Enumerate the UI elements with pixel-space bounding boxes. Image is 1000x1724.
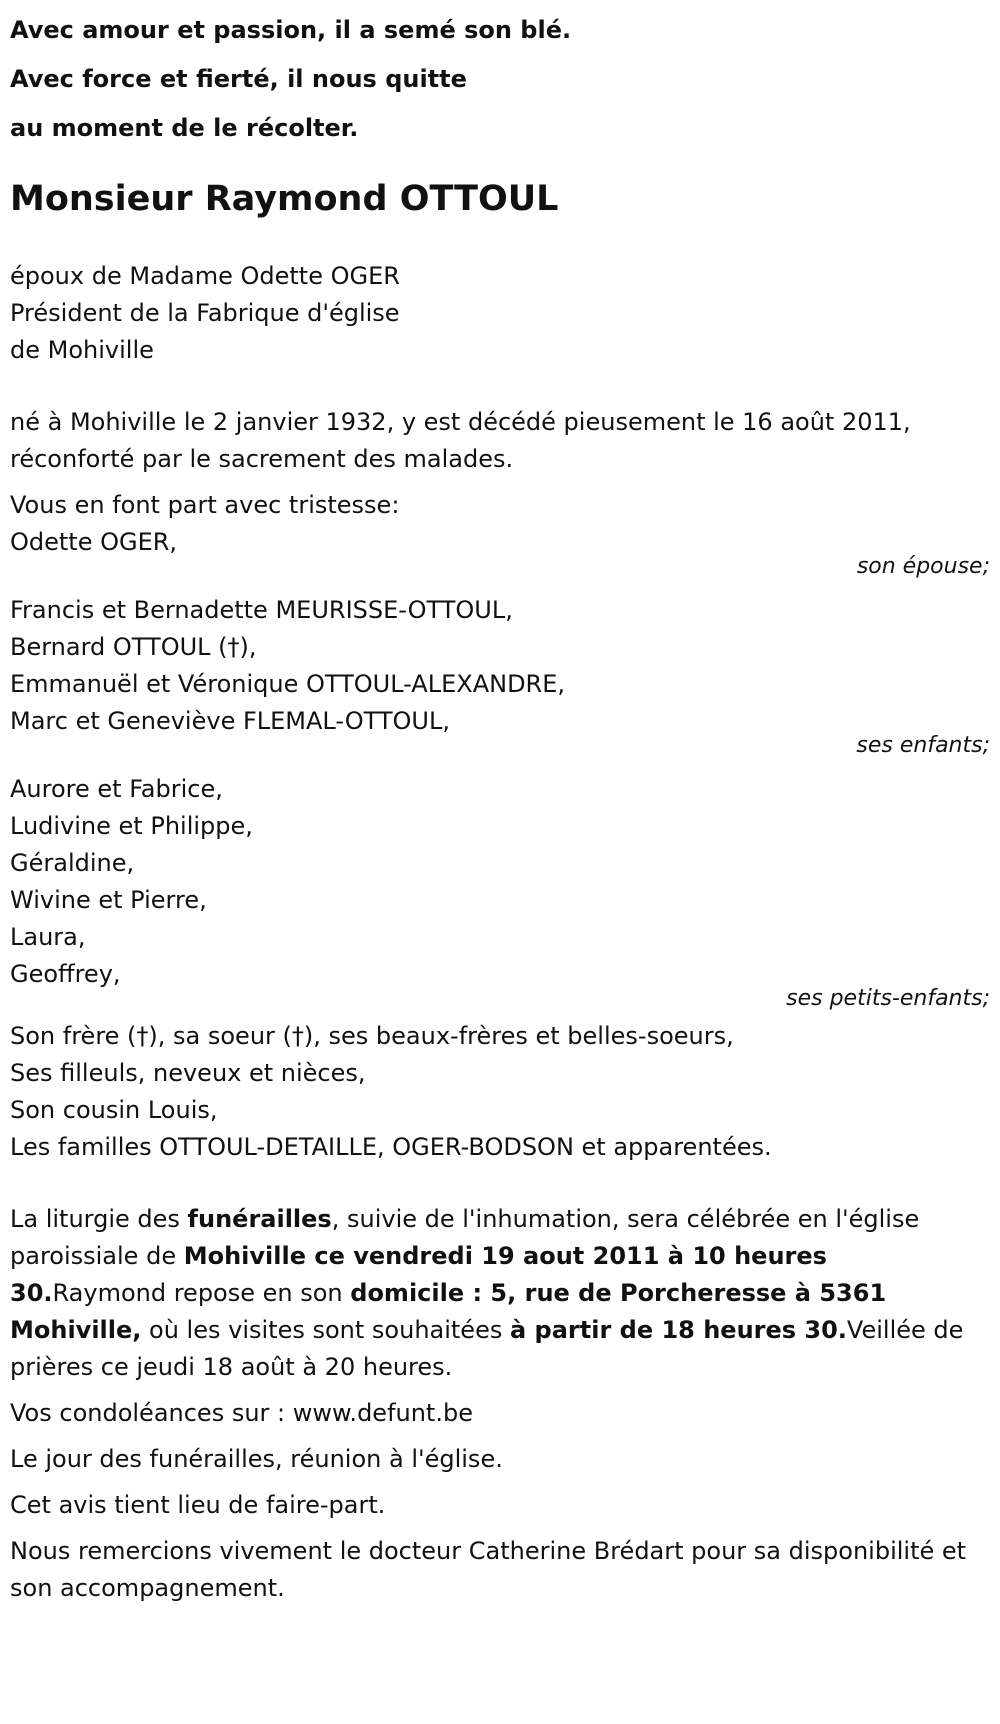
child-line-3: Emmanuël et Véronique OTTOUL-ALEXANDRE,: [10, 670, 566, 698]
children-role: ses enfants;: [856, 733, 990, 758]
funeral-bold-4: à partir de 18 heures 30.: [509, 1316, 847, 1344]
children-block: [10, 592, 990, 740]
spouse-role: son épouse;: [856, 554, 990, 579]
grandchild-line-3: Géraldine,: [10, 849, 135, 877]
condolences-text: Vos condoléances sur : www.defunt.be: [10, 1399, 473, 1427]
funeral-bold-2: Mohiville ce vendredi 19 aout 2011 à 10 heures 30.: [10, 1242, 827, 1307]
title-line-3: de Mohiville: [10, 336, 154, 364]
funeral-bold-1: funérailles: [187, 1205, 332, 1233]
birth-death-line-2: réconforté par le sacrement des malades.: [10, 445, 514, 473]
grandchild-line-2: Ludivine et Philippe,: [10, 812, 253, 840]
epigraph-line-2: Avec force et fierté, il nous quitte: [10, 65, 467, 93]
birth-death-block: [10, 404, 990, 478]
grandchild-line-6: Geoffrey,: [10, 960, 121, 988]
child-line-4: Marc et Geneviève FLEMAL-OTTOUL,: [10, 707, 450, 735]
notice-text: Cet avis tient lieu de faire-part.: [10, 1491, 386, 1519]
funeral-text-3: Raymond repose en son: [52, 1279, 351, 1307]
grandchildren-block: [10, 771, 990, 993]
grandchild-line-1: Aurore et Fabrice,: [10, 775, 223, 803]
family-line-1: Son frère (†), sa soeur (†), ses beaux-frères et belles-soeurs,: [10, 1022, 734, 1050]
spouse-block: [10, 487, 990, 561]
grandchildren-role: ses petits-enfants;: [786, 986, 990, 1011]
family-line-2: Ses filleuls, neveux et nièces,: [10, 1059, 366, 1087]
birth-death-line-1: né à Mohiville le 2 janvier 1932, y est décédé pieusement le 16 août 2011,: [10, 408, 911, 436]
announce-text: Vous en font part avec tristesse:: [10, 491, 400, 519]
funeral-details: [10, 1201, 990, 1386]
child-line-1: Francis et Bernadette MEURISSE-OTTOUL,: [10, 596, 513, 624]
meeting-text: Le jour des funérailles, réunion à l'église.: [10, 1445, 503, 1473]
family-block: [10, 1018, 990, 1166]
epigraph: [10, 0, 990, 153]
epigraph-line-1: Avec amour et passion, il a semé son blé.: [10, 16, 572, 44]
grandchild-line-5: Laura,: [10, 923, 86, 951]
title-line-2: Président de la Fabrique d'église: [10, 299, 400, 327]
thanks-text: Nous remercions vivement le docteur Catherine Brédart pour sa disponibilité et son accompagnement.: [10, 1537, 967, 1602]
deceased-name: Monsieur Raymond OTTOUL: [10, 179, 559, 219]
family-line-4: Les familles OTTOUL-DETAILLE, OGER-BODSON et apparentées.: [10, 1133, 772, 1161]
spouse-name: Odette OGER,: [10, 528, 178, 556]
funeral-text-1: La liturgie des: [10, 1205, 188, 1233]
funeral-text-5: Veillée de prières ce jeudi 18 août à 20 heures.: [10, 1316, 964, 1381]
funeral-text-2: , suivie de l'inhumation, sera célébrée en l'église paroissiale de: [10, 1205, 920, 1270]
epigraph-line-3: au moment de le récolter.: [10, 114, 359, 142]
title-line-1: époux de Madame Odette OGER: [10, 262, 400, 290]
grandchild-line-4: Wivine et Pierre,: [10, 886, 207, 914]
titles-block: [10, 258, 990, 369]
funeral-bold-3: domicile : 5, rue de Porcheresse à 5361 Mohiville,: [10, 1279, 887, 1344]
family-line-3: Son cousin Louis,: [10, 1096, 218, 1124]
child-line-2: Bernard OTTOUL (†),: [10, 633, 257, 661]
funeral-text-4: où les visites sont souhaitées: [141, 1316, 510, 1344]
